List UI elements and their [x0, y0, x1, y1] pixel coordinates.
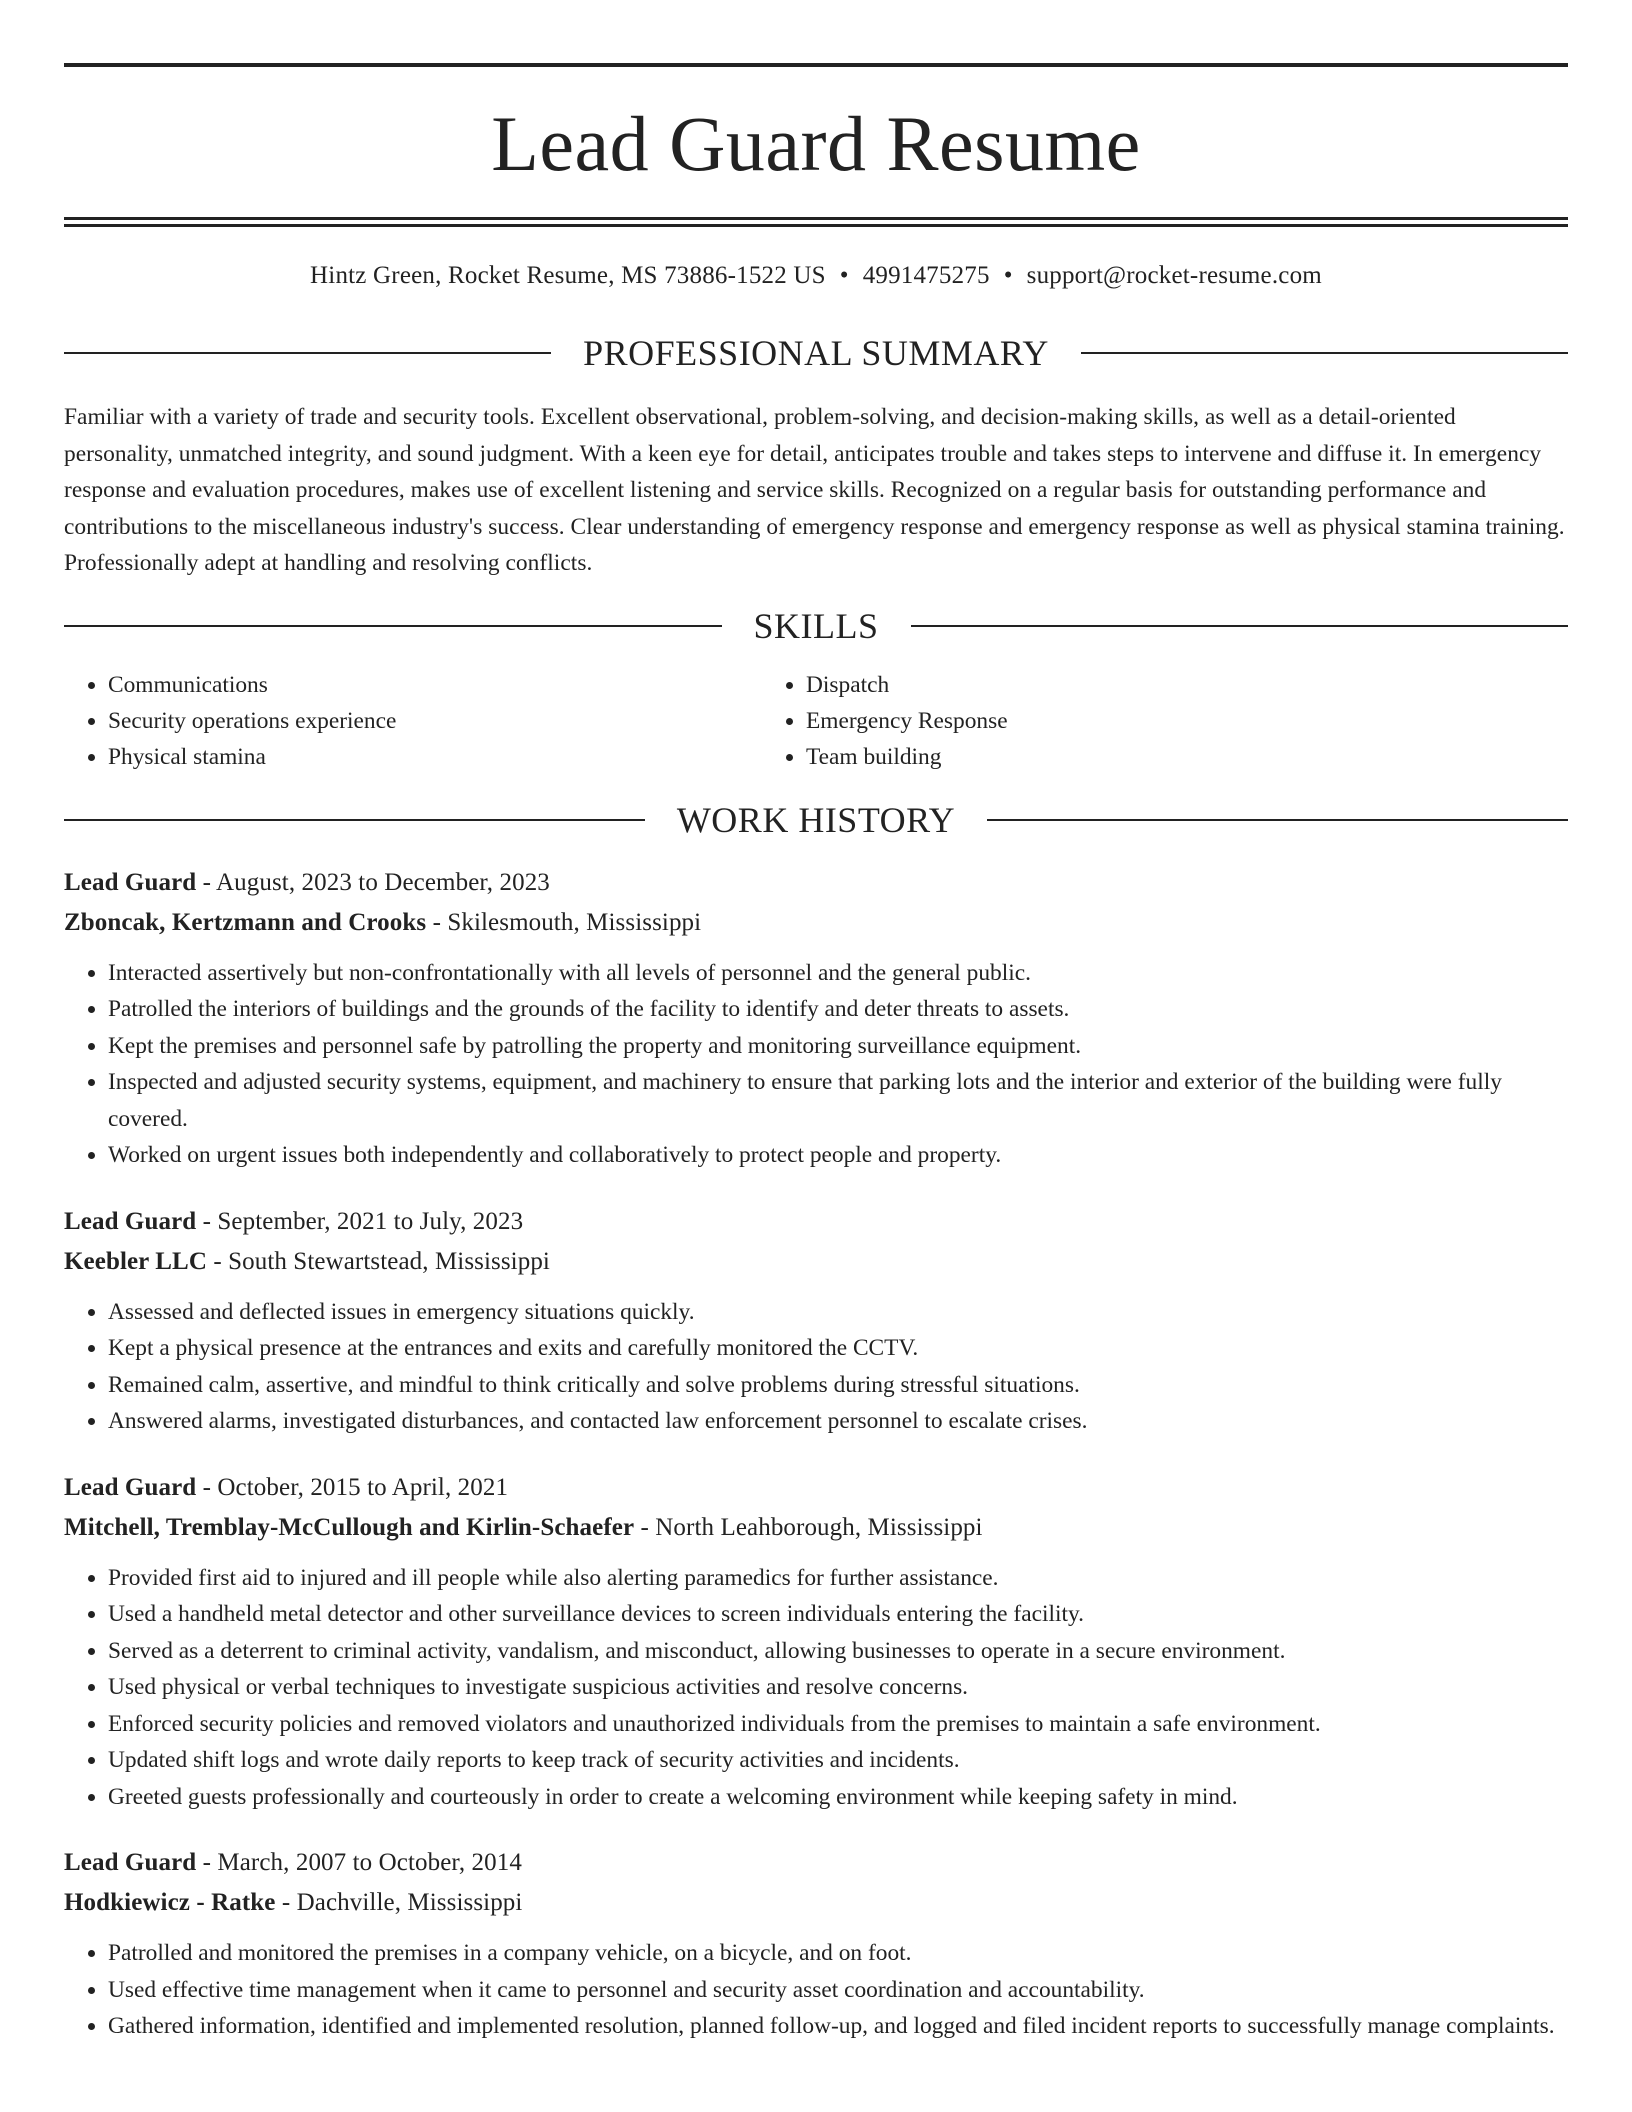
summary-heading-label: PROFESSIONAL SUMMARY [583, 333, 1049, 373]
job-dates: - August, 2023 to December, 2023 [196, 868, 550, 896]
contact-phone: 4991475275 [862, 262, 990, 289]
summary-text: Familiar with a variety of trade and security tools. Excellent observational, problem-solving, and decision-making skills, as well as a detail-oriented personality, unmatched integrity, and sound judgment. With a keen eye for detail, anticipates trouble and takes steps to intervene and diffuse it. In emergency response and evaluation procedures, makes use of excellent listening and service skills. Recognized on a regular basis for outstanding performance and contributions to the miscellaneous industry's success. Clear understanding of emergency response and emergency response as well as physical stamina training. Professionally adept at handling and resolving conflicts. [64, 404, 1565, 576]
job-title-line [64, 1202, 1568, 1242]
skill-item: • Dispatch [806, 667, 1502, 703]
job-bullets [64, 1560, 1568, 1816]
skills-list [64, 667, 1568, 775]
job-location: - North Leahborough, Mississippi [634, 1513, 983, 1541]
job-bullet: • Used physical or verbal techniques to investigate suspicious activities and resolve concerns. [108, 1669, 1568, 1706]
job-bullets [64, 1935, 1568, 2045]
contact-email: support@rocket-resume.com [1026, 262, 1322, 289]
skills-heading [64, 605, 1568, 646]
job-entry [64, 863, 1568, 1174]
heading-rule-left [64, 625, 722, 627]
heading-rule-right [987, 819, 1568, 821]
title-double-rule [64, 217, 1568, 227]
job-bullet: • Answered alarms, investigated disturbances, and contacted law enforcement personnel to escalate crises. [108, 1403, 1568, 1440]
heading-rule-right [911, 625, 1569, 627]
job-bullet: • Enforced security policies and removed violators and unauthorized individuals from the premises to maintain a safe environment. [108, 1706, 1568, 1743]
job-bullet: • Greeted guests professionally and courteously in order to create a welcoming environment while keeping safety in mind. [108, 1779, 1568, 1816]
skill-item: • Physical stamina [108, 739, 762, 775]
job-company: Keebler LLC [64, 1247, 207, 1275]
job-entry [64, 1202, 1568, 1440]
job-dates: - October, 2015 to April, 2021 [196, 1473, 509, 1501]
job-bullet: • Used a handheld metal detector and other surveillance devices to screen individuals entering the facility. [108, 1596, 1568, 1633]
job-dates: - September, 2021 to July, 2023 [196, 1207, 524, 1235]
skill-item: • Security operations experience [108, 703, 762, 739]
work-history-heading-label: WORK HISTORY [676, 799, 956, 840]
job-location: - Skilesmouth, Mississippi [426, 908, 702, 936]
job-location: - South Stewartstead, Mississippi [206, 1247, 550, 1275]
skills-column-left [64, 667, 762, 775]
job-company-line [64, 1883, 1568, 1923]
job-bullet: • Interacted assertively but non-confrontationally with all levels of personnel and the general public. [108, 955, 1568, 992]
job-bullet: • Gathered information, identified and implemented resolution, planned follow-up, and logged and filed incident reports to successfully manage complaints. [108, 2008, 1568, 2045]
job-bullet: • Served as a deterrent to criminal activity, vandalism, and misconduct, allowing businesses to operate in a secure environment. [108, 1633, 1568, 1670]
job-entry [64, 1468, 1568, 1816]
contact-separator: • [1003, 262, 1013, 289]
job-bullet: • Kept the premises and personnel safe by patrolling the property and monitoring surveillance equipment. [108, 1028, 1568, 1065]
skill-item: • Communications [108, 667, 762, 703]
skills-heading-label: SKILLS [753, 605, 879, 646]
job-bullet: • Remained calm, assertive, and mindful to think critically and solve problems during stressful situations. [108, 1367, 1568, 1404]
job-bullet: • Patrolled and monitored the premises in a company vehicle, on a bicycle, and on foot. [108, 1935, 1568, 1972]
job-bullet: • Worked on urgent issues both independently and collaboratively to protect people and property. [108, 1137, 1568, 1174]
job-bullet: • Provided first aid to injured and ill people while also alerting paramedics for further assistance. [108, 1560, 1568, 1597]
job-bullet: • Inspected and adjusted security systems, equipment, and machinery to ensure that parking lots and the interior and exterior of the building were fully covered. [108, 1064, 1568, 1137]
skill-item: • Emergency Response [806, 703, 1502, 739]
job-title-line [64, 863, 1568, 903]
job-bullet: • Used effective time management when it came to personnel and security asset coordination and accountability. [108, 1972, 1568, 2009]
job-bullet: • Updated shift logs and wrote daily reports to keep track of security activities and incidents. [108, 1742, 1568, 1779]
resume-title: Lead Guard Resume [491, 100, 1141, 187]
job-bullets [64, 955, 1568, 1174]
job-company: Mitchell, Tremblay-McCullough and Kirlin-Schaefer [64, 1513, 635, 1541]
job-company: Hodkiewicz - Ratke [64, 1889, 276, 1916]
skill-item: • Team building [806, 739, 1502, 775]
job-title: Lead Guard [64, 1207, 197, 1235]
job-title-line [64, 1843, 1568, 1883]
job-dates: - March, 2007 to October, 2014 [196, 1849, 522, 1876]
job-entry [64, 1843, 1568, 2045]
contact-line [64, 263, 1568, 297]
job-title-line [64, 1468, 1568, 1508]
job-location: - Dachville, Mississippi [275, 1889, 523, 1916]
job-company-line [64, 1242, 1568, 1282]
heading-rule-left [64, 819, 645, 821]
job-bullet: • Kept a physical presence at the entrances and exits and carefully monitored the CCTV. [108, 1330, 1568, 1367]
job-company-line [64, 903, 1568, 943]
job-title: Lead Guard [64, 1849, 197, 1876]
contact-address: Hintz Green, Rocket Resume, MS 73886-1522 US [310, 262, 826, 289]
heading-rule-left [64, 352, 551, 354]
skills-column-right [762, 667, 1502, 775]
job-bullet: • Patrolled the interiors of buildings and the grounds of the facility to identify and deter threats to assets. [108, 991, 1568, 1028]
job-bullets [64, 1294, 1568, 1440]
job-company: Zboncak, Kertzmann and Crooks [64, 908, 427, 936]
work-history-heading [64, 799, 1568, 840]
job-company-line [64, 1508, 1568, 1548]
job-bullet: • Assessed and deflected issues in emergency situations quickly. [108, 1294, 1568, 1331]
contact-separator: • [839, 262, 849, 289]
job-title: Lead Guard [64, 1473, 197, 1501]
heading-rule-right [1081, 352, 1568, 354]
summary-heading [64, 335, 1568, 371]
job-title: Lead Guard [64, 868, 197, 896]
